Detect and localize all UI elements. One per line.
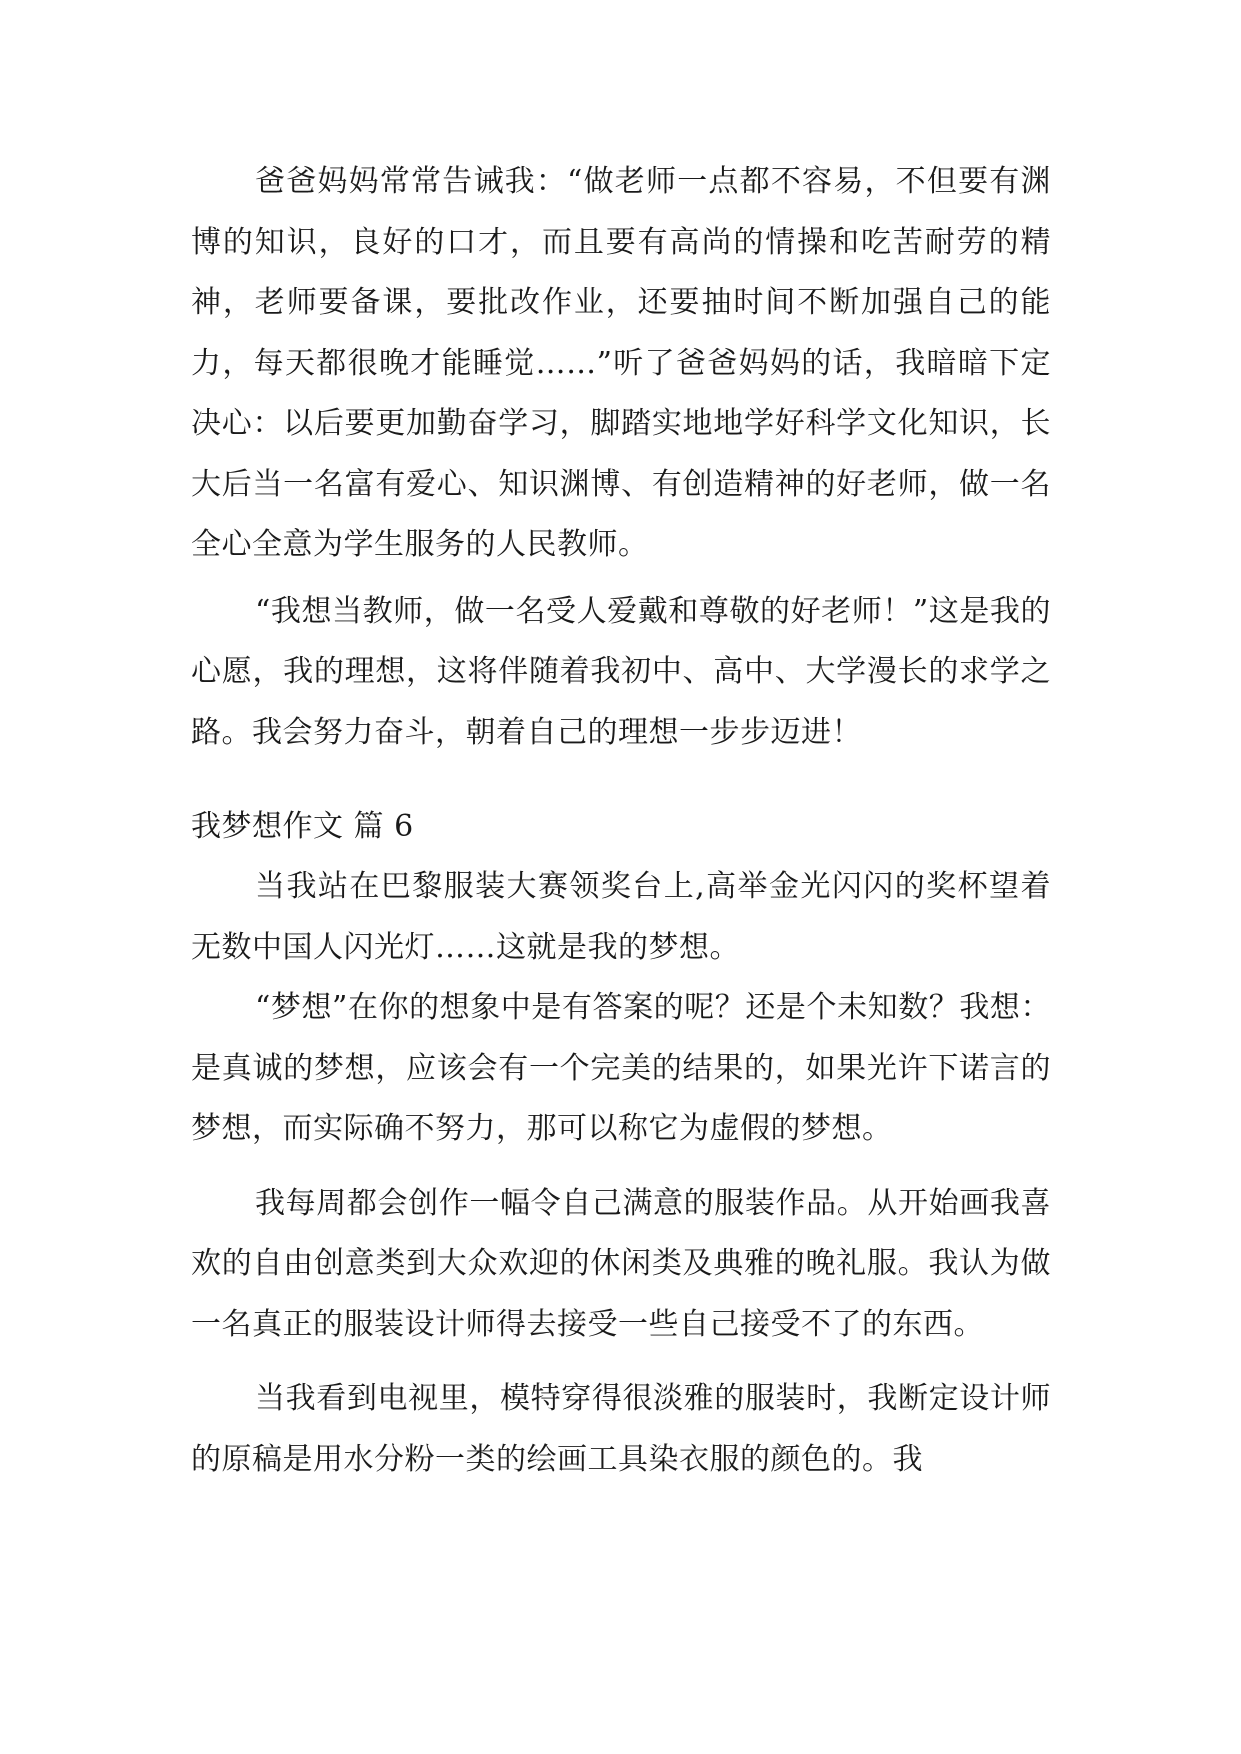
paragraph-spacer xyxy=(191,1160,1051,1174)
paragraph-weekly-design: 我每周都会创作一幅令自己满意的服装作品。从开始画我喜欢的自由创意类到大众欢迎的休闲类及典雅的晚礼服。我认为做一名真正的服装设计师得去接受一些自己接受不了的东西。 xyxy=(191,1185,1051,1342)
paragraph-spacer xyxy=(191,1355,1051,1369)
paragraph-parents-advice: 爸爸妈妈常常告诫我：“做老师一点都不容易，不但要有渊博的知识，良好的口才，而且要有高尚的情操和吃苦耐劳的精神，老师要备课，要批改作业，还要抽时间不断加强自己的能力，每天都很晚才能睡觉……”听了爸爸妈妈的话，我暗暗下定决心：以后要更加勤奋学习，脚踏实地地学好科学文化知识，长大后当一名富有爱心、知识渊博、有创造精神的好老师，做一名全心全意为学生服务的人民教师。 xyxy=(191,164,1051,562)
paragraph-paris-award: 当我站在巴黎服装大赛领奖台上,高举金光闪闪的奖杯望着无数中国人闪光灯……这就是我的梦想。 xyxy=(191,869,1051,965)
paragraph-teacher-wish: “我想当教师，做一名受人爱戴和尊敬的好老师！”这是我的心愿，我的理想，这将伴随着我初中、高中、大学漫长的求学之路。我会努力奋斗，朝着自己的理想一步步迈进！ xyxy=(191,593,1051,750)
document-body xyxy=(191,152,1051,1490)
paragraph-dream-answer: “梦想”在你的想象中是有答案的呢？还是个未知数？我想：是真诚的梦想，应该会有一个完美的结果的，如果光许下诺言的梦想，而实际确不努力，那可以称它为虚假的梦想。 xyxy=(191,990,1051,1146)
section-spacer xyxy=(191,763,1051,797)
paragraph-tv-model: 当我看到电视里，模特穿得很淡雅的服装时，我断定设计师的原稿是用水分粉一类的绘画工具染衣服的颜色的。我 xyxy=(191,1381,1051,1477)
section-heading: 我梦想作文 篇 6 xyxy=(191,809,414,844)
